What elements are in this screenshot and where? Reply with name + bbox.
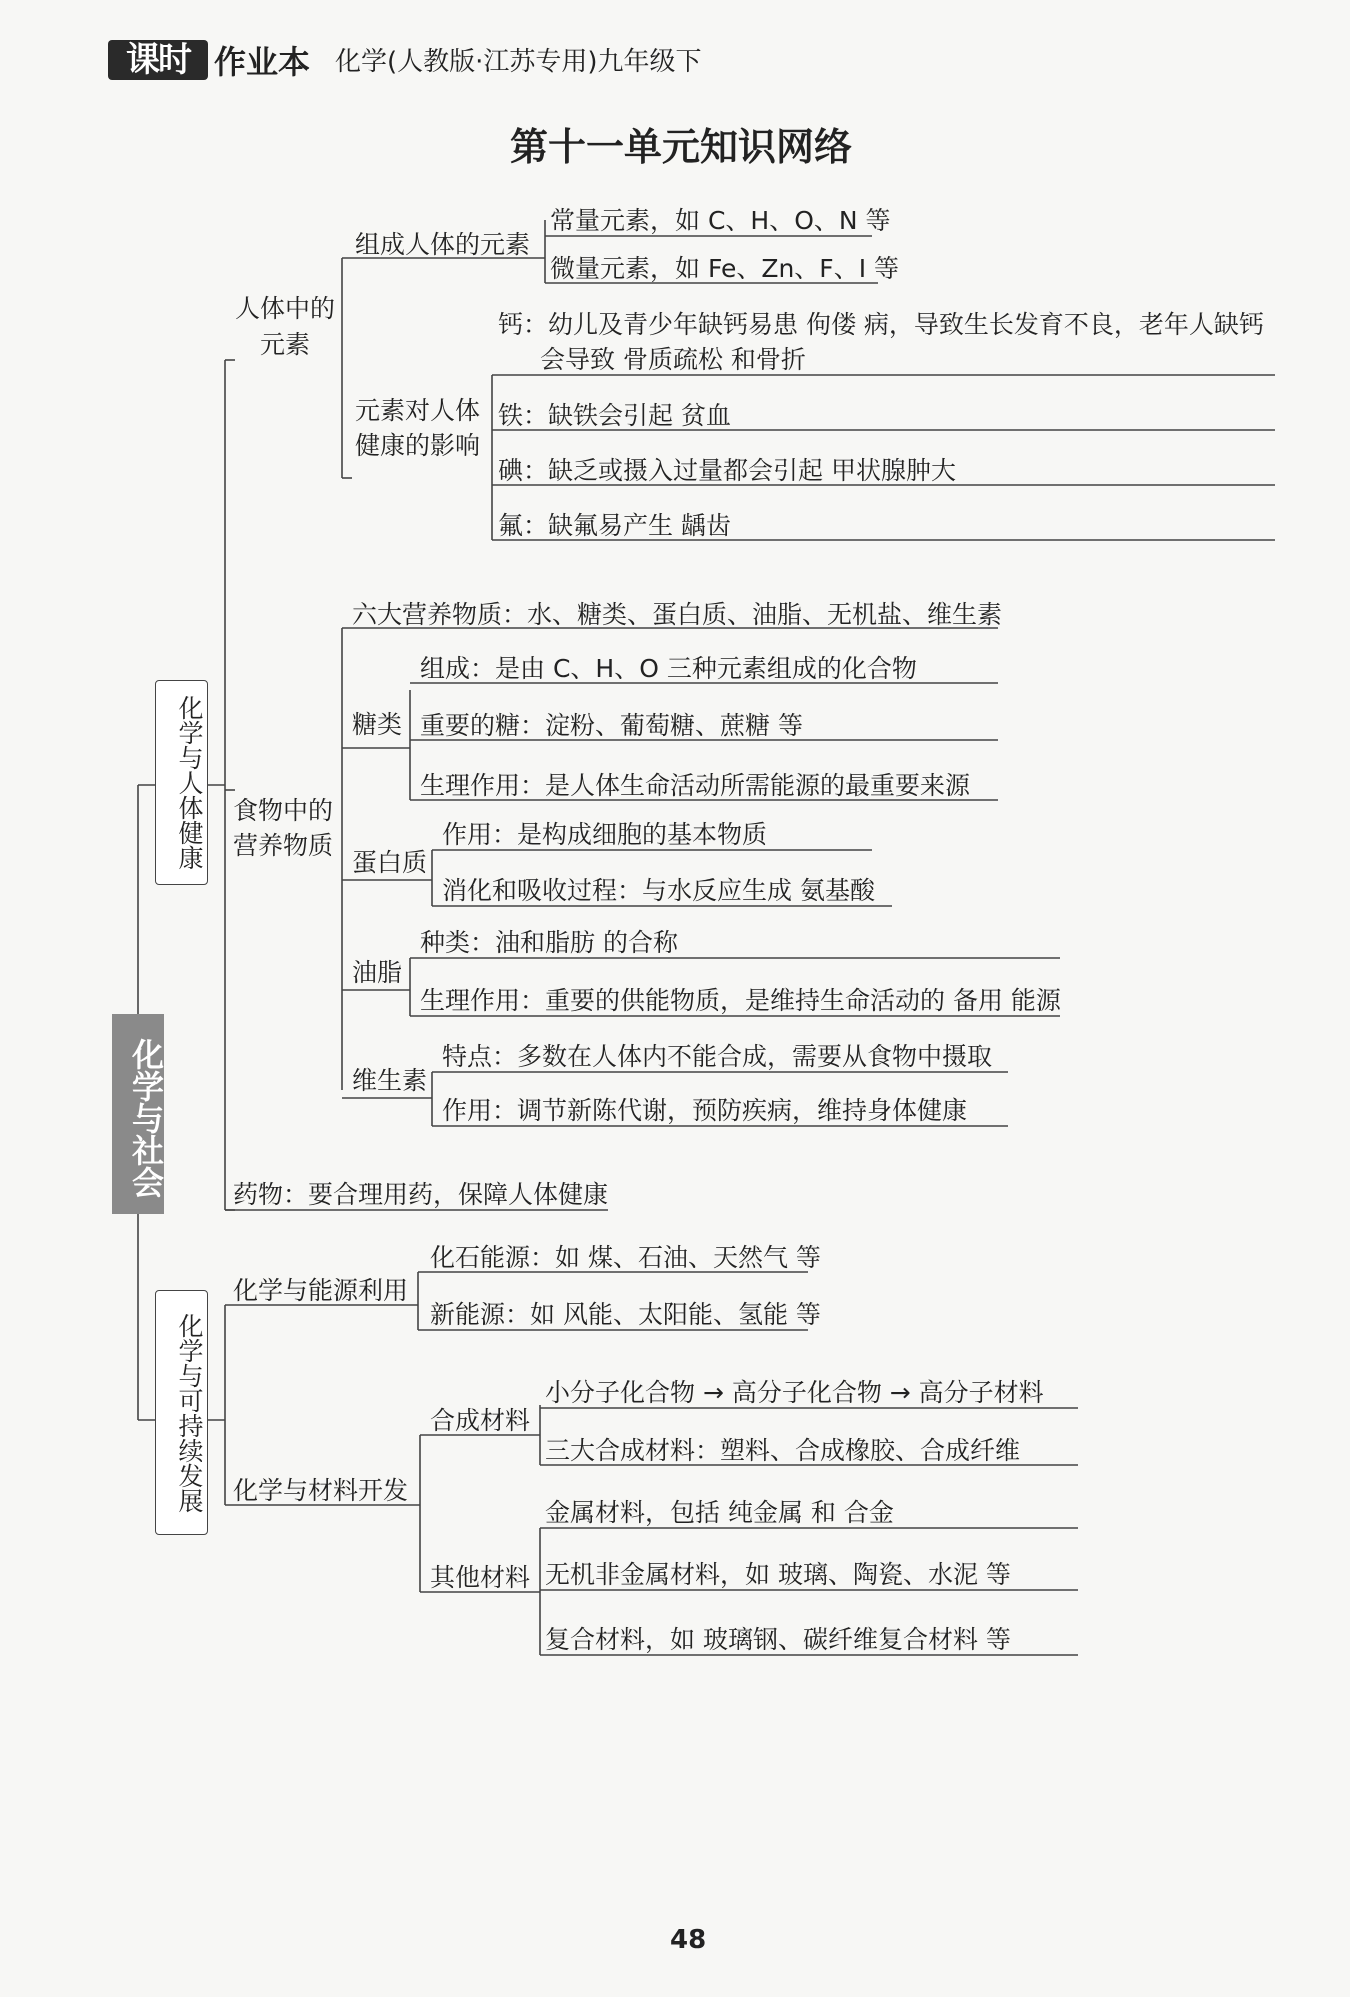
sugar-function: 生理作用：是人体生命活动所需能源的最重要来源 bbox=[420, 771, 971, 800]
branch-health: 化学与人体健康 bbox=[155, 680, 208, 885]
protein-function: 作用：是构成细胞的基本物质 bbox=[442, 820, 768, 849]
synthetic-three: 三大合成材料：塑料、合成橡胶、合成纤维 bbox=[545, 1436, 1021, 1465]
inorganic-materials: 无机非金属材料，如 玻璃、陶瓷、水泥 等 bbox=[545, 1560, 1011, 1589]
branch-sustainable: 化学与可持续发展 bbox=[155, 1290, 208, 1535]
metal-materials: 金属材料，包括 纯金属 和 合金 bbox=[545, 1498, 894, 1527]
vitamin-function: 作用：调节新陈代谢，预防疾病，维持身体健康 bbox=[442, 1096, 968, 1125]
fat-label: 油脂 bbox=[352, 958, 403, 987]
elements-label-2: 元素 bbox=[260, 330, 311, 359]
energy-label: 化学与能源利用 bbox=[233, 1276, 409, 1305]
composite-materials: 复合材料，如 玻璃钢、碳纤维复合材料 等 bbox=[545, 1625, 1011, 1654]
protein-digestion: 消化和吸收过程：与水反应生成 氨基酸 bbox=[442, 876, 875, 905]
calcium-line-1: 钙：幼儿及青少年缺钙易患 佝偻 病，导致生长发育不良，老年人缺钙 bbox=[498, 310, 1264, 339]
effect-label-1: 元素对人体 bbox=[355, 396, 481, 425]
micro-elements: 微量元素，如 Fe、Zn、F、I 等 bbox=[550, 254, 900, 283]
new-energy: 新能源：如 风能、太阳能、氢能 等 bbox=[430, 1300, 821, 1329]
protein-label: 蛋白质 bbox=[352, 848, 428, 877]
nutrients-label-1: 食物中的 bbox=[233, 796, 334, 825]
fat-kind: 种类：油和脂肪 的合称 bbox=[420, 928, 678, 957]
nutrients-label-2: 营养物质 bbox=[233, 831, 334, 860]
iodine-effect: 碘：缺乏或摄入过量都会引起 甲状腺肿大 bbox=[498, 456, 956, 485]
effect-label-2: 健康的影响 bbox=[355, 431, 481, 460]
synthetic-path: 小分子化合物 → 高分子化合物 → 高分子材料 bbox=[545, 1378, 1044, 1407]
fluorine-effect: 氟：缺氟易产生 龋齿 bbox=[498, 511, 731, 540]
fat-function: 生理作用：重要的供能物质，是维持生命活动的 备用 能源 bbox=[420, 986, 1061, 1015]
sugar-label: 糖类 bbox=[352, 710, 403, 739]
macro-elements: 常量元素，如 C、H、O、N 等 bbox=[550, 206, 891, 235]
book-name: 作业本 bbox=[214, 43, 311, 81]
medicine: 药物：要合理用药，保障人体健康 bbox=[233, 1180, 609, 1209]
other-label: 其他材料 bbox=[430, 1563, 531, 1592]
book-subject: 化学(人教版·江苏专用)九年级下 bbox=[335, 47, 702, 77]
compose-label: 组成人体的元素 bbox=[355, 230, 531, 259]
materials-label: 化学与材料开发 bbox=[233, 1476, 409, 1505]
calcium-line-2: 会导致 骨质疏松 和骨折 bbox=[540, 345, 806, 374]
vitamin-feature: 特点：多数在人体内不能合成，需要从食物中摄取 bbox=[442, 1042, 993, 1071]
vitamin-label: 维生素 bbox=[352, 1066, 428, 1095]
page-number: 48 bbox=[670, 1925, 707, 1955]
sugar-composition: 组成：是由 C、H、O 三种元素组成的化合物 bbox=[420, 654, 917, 683]
page-title: 第十一单元知识网络 bbox=[510, 124, 853, 169]
root-node: 化学与社会 bbox=[112, 1014, 164, 1214]
synthetic-label: 合成材料 bbox=[430, 1406, 531, 1435]
iron-effect: 铁：缺铁会引起 贫血 bbox=[498, 401, 731, 430]
sugar-important: 重要的糖：淀粉、葡萄糖、蔗糖 等 bbox=[420, 711, 803, 740]
fossil-energy: 化石能源：如 煤、石油、天然气 等 bbox=[430, 1243, 821, 1272]
logo: 课时 bbox=[108, 40, 208, 80]
six-nutrients: 六大营养物质：水、糖类、蛋白质、油脂、无机盐、维生素 bbox=[352, 600, 1003, 629]
elements-label-1: 人体中的 bbox=[235, 294, 336, 323]
